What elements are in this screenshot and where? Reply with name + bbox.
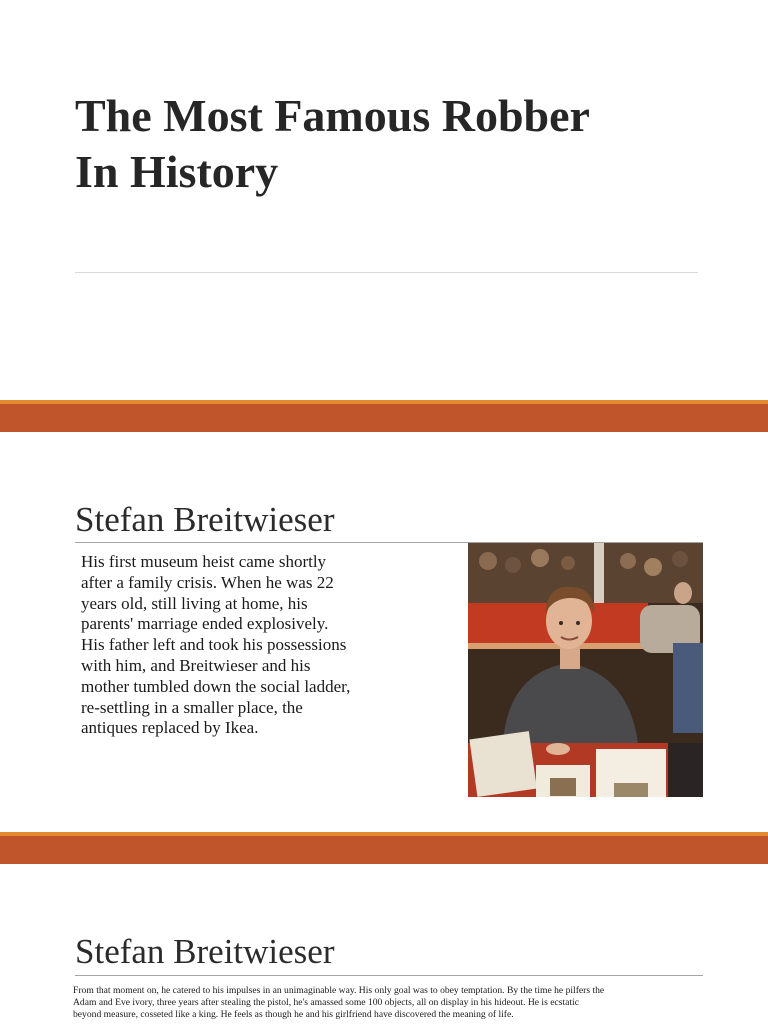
slide2-line: years old, still living at home, his <box>81 593 308 613</box>
slide2-line: parents' marriage ended explosively. <box>81 614 329 634</box>
slide2-line: mother tumbled down the social ladder, <box>81 676 351 696</box>
slide1-title-line2: In History <box>75 146 279 197</box>
slide2-title: Stefan Breitwieser <box>75 500 335 539</box>
slide2-line: re-settling in a smaller place, the <box>81 697 303 717</box>
slide2-body-text <box>81 552 411 739</box>
slide3-title-rule <box>75 975 703 976</box>
slide3-line: beyond measure, cosseted like a king. He feels as though he and his girlfriend have discovered the meaning of life. <box>73 1009 514 1020</box>
slide2-line: His father left and took his possessions <box>81 635 347 655</box>
slide2-line: after a family crisis. When he was 22 <box>81 572 334 592</box>
photo-man-at-book-signing <box>468 543 703 797</box>
slide3-line: Adam and Eve ivory, three years after stealing the pistol, he's amassed some 100 objects, all on display in his hideout. He is ecstatic <box>73 997 579 1008</box>
slide3-line: From that moment on, he catered to his impulses in an unimaginable way. His only goal was to obey temptation. By the time he pilfers the <box>73 985 605 996</box>
slide1-title <box>75 88 715 200</box>
slide2-line: with him, and Breitwieser and his <box>81 655 311 675</box>
slide1-divider <box>75 272 698 273</box>
slide1-title-line1: The Most Famous Robber <box>75 90 590 141</box>
slide3-body-text <box>73 985 703 1021</box>
slide3-title: Stefan Breitwieser <box>75 932 335 971</box>
slide2-line: His first museum heist came shortly <box>81 552 327 571</box>
slide-separator-band-2 <box>0 832 768 864</box>
slide2-line: antiques replaced by Ikea. <box>81 718 259 738</box>
slide-separator-band-1 <box>0 400 768 432</box>
